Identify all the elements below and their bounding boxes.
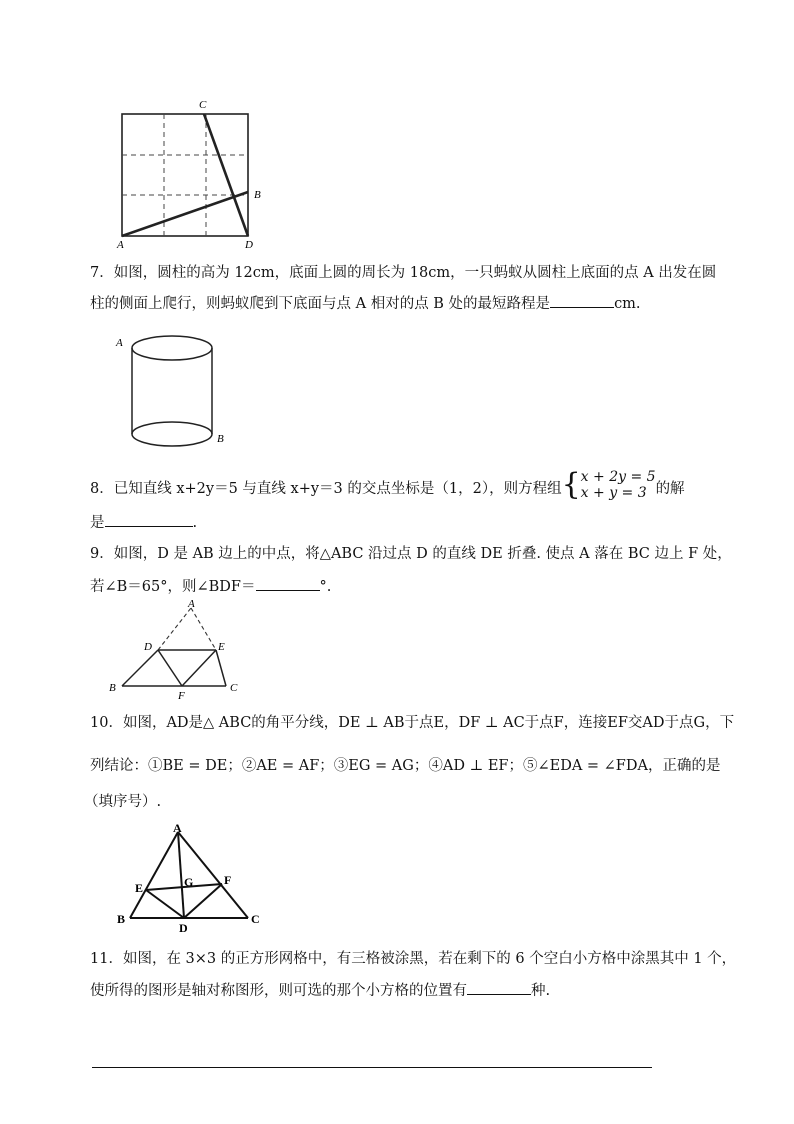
answer-blank-8[interactable] — [105, 512, 193, 527]
question-11-line-2 — [90, 980, 550, 1002]
label-a: A — [116, 337, 123, 349]
label-f: F — [224, 873, 232, 887]
label-a: A — [117, 239, 124, 250]
answer-blank-7[interactable] — [550, 293, 614, 308]
question-11-line-1: 11．如图，在 3×3 的正方形网格中，有三格被涂黑，若在剩下的 6 个空白小方格中涂黑其中 1 个， — [90, 951, 737, 967]
question-7-text: 柱的侧面上爬行，则蚂蚁爬到下底面与点 A 相对的点 B 处的最短路程是 — [90, 296, 551, 312]
equation-2: x + y = 3 — [580, 485, 647, 501]
square-grid-svg — [104, 92, 274, 250]
equation-system: {x + 2y = 5 x + y = 3 — [561, 467, 656, 502]
question-8-answer-prefix: 是 — [90, 515, 105, 531]
label-c: C — [230, 682, 238, 694]
answer-blank-9[interactable] — [256, 576, 320, 591]
question-11-text: 使所得的图形是轴对称图形，则可选的那个小方格的位置有 — [90, 983, 467, 999]
question-9-text: 若∠B＝65°，则∠BDF＝ — [90, 579, 256, 595]
question-8-line-2 — [90, 512, 197, 534]
label-d: D — [245, 239, 253, 250]
question-7-unit: cm. — [614, 296, 641, 312]
question-9-line-2 — [90, 576, 331, 598]
label-b: B — [109, 682, 116, 694]
label-a: A — [173, 821, 182, 835]
label-d: D — [144, 641, 152, 653]
question-9-unit: °. — [319, 579, 332, 595]
question-8-text: 8．已知直线 x+2y＝5 与直线 x+y＝3 的交点坐标是（1，2），则方程组 — [90, 481, 562, 497]
label-c: C — [199, 99, 207, 111]
question-11-unit: 种. — [531, 983, 551, 999]
label-b: B — [217, 433, 224, 445]
question-10-line-3: （填序号）. — [84, 794, 162, 810]
bisector-triangle-svg — [112, 820, 272, 934]
label-g: G — [184, 875, 194, 889]
square-outline — [122, 114, 248, 236]
cylinder-bottom-front — [132, 434, 212, 446]
label-a: A — [188, 598, 195, 610]
figure-cylinder — [110, 322, 240, 458]
label-b: B — [254, 189, 261, 201]
question-8-period: . — [192, 515, 198, 531]
label-f: F — [178, 690, 185, 700]
label-e: E — [135, 881, 144, 895]
question-7-line-1: 7．如图，圆柱的高为 12cm，底面上圆的周长为 18cm，一只蚂蚁从圆柱上底面的点 A 出发在圆 — [90, 265, 717, 281]
question-8-line-1 — [90, 467, 685, 505]
question-9-line-1: 9．如图，D 是 AB 边上的中点，将△ABC 沿过点 D 的直线 DE 折叠. 使点 A 落在 BC 边上 F 处， — [90, 546, 732, 562]
dashed-grid — [122, 114, 248, 236]
question-8-suffix: 的解 — [655, 481, 685, 497]
segment-ab — [122, 192, 248, 236]
figure-bisector-triangle — [112, 820, 272, 934]
question-7-line-2 — [90, 293, 641, 315]
cylinder-top — [132, 336, 212, 360]
segment-cd — [204, 114, 248, 236]
label-b: B — [117, 912, 126, 926]
cylinder-svg — [110, 322, 240, 458]
figure-fold-triangle — [104, 598, 254, 700]
question-10-line-2: 列结论：①BE = DE；②AE = AF；③EG = AG；④AD ⊥ EF；⑤∠EDA = ∠FDA，正确的是 — [90, 758, 721, 774]
label-c: C — [251, 912, 260, 926]
question-10-line-1: 10．如图，AD是△ ABC的角平分线，DE ⊥ AB于点E，DF ⊥ AC于点F，连接EF交AD于点G，下 — [90, 715, 735, 731]
footer-rule — [92, 1067, 652, 1068]
answer-blank-11[interactable] — [467, 980, 531, 995]
fold-triangle-svg — [104, 598, 254, 700]
figure-square-grid — [104, 92, 274, 250]
label-e: E — [218, 641, 225, 653]
equation-1: x + 2y = 5 — [580, 469, 656, 485]
label-d: D — [179, 921, 188, 934]
